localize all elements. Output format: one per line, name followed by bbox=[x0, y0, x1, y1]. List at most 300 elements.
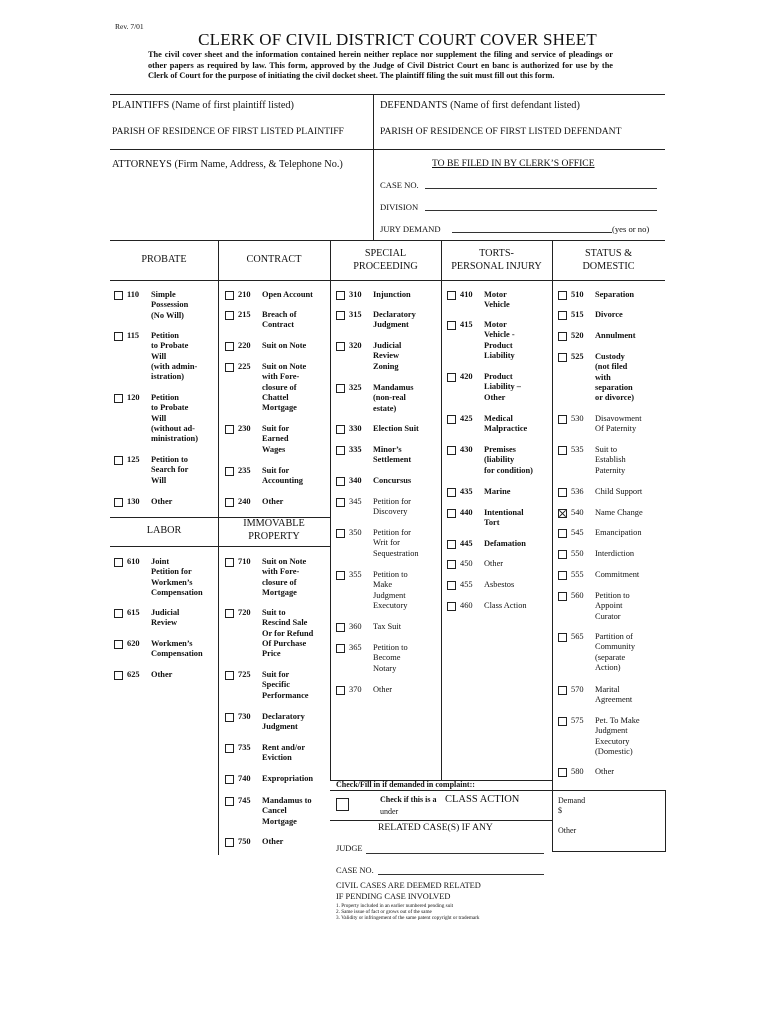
case-code: 420 bbox=[460, 372, 473, 381]
checkbox-615[interactable] bbox=[114, 609, 123, 618]
checkbox-115[interactable] bbox=[114, 332, 123, 341]
status-item-535[interactable] bbox=[558, 445, 626, 476]
special-item-320[interactable] bbox=[336, 341, 401, 372]
case-label: Other bbox=[262, 497, 284, 506]
case-code: 730 bbox=[238, 712, 251, 721]
checkbox-430[interactable] bbox=[447, 446, 456, 455]
special-item-340[interactable] bbox=[336, 476, 411, 486]
jury-demand-label: JURY DEMAND bbox=[380, 224, 441, 234]
checkbox-350[interactable] bbox=[336, 529, 345, 538]
checkbox-455[interactable] bbox=[447, 581, 456, 590]
labor-item-620[interactable] bbox=[114, 639, 203, 660]
case-label: Class Action bbox=[484, 601, 527, 610]
probate-item-125[interactable] bbox=[114, 455, 188, 486]
clerk-heading: TO BE FILED IN BY CLERK’S OFFICE bbox=[432, 158, 595, 169]
special-item-330[interactable] bbox=[336, 424, 419, 434]
col-labor: LABOR bbox=[146, 525, 182, 536]
checkbox-435[interactable] bbox=[447, 488, 456, 497]
case-code: 320 bbox=[349, 341, 362, 350]
case-code: 310 bbox=[349, 290, 362, 299]
demand-label: Demand bbox=[558, 796, 586, 805]
case-label: Other bbox=[484, 559, 504, 568]
case-label: Rent and/or Eviction bbox=[262, 743, 306, 763]
checkbox-220[interactable] bbox=[225, 342, 234, 351]
case-code: 115 bbox=[127, 331, 140, 340]
checkbox-570[interactable] bbox=[558, 686, 567, 695]
case-label: Partition of Community (separate Action) bbox=[595, 632, 636, 672]
case-code: 540 bbox=[571, 508, 584, 517]
case-code: 215 bbox=[238, 310, 251, 319]
case-label: Divorce bbox=[595, 310, 623, 319]
case-code: 355 bbox=[349, 570, 362, 579]
case-code: 335 bbox=[349, 445, 362, 454]
rule-column-headers bbox=[110, 280, 665, 281]
torts-item-450[interactable] bbox=[447, 559, 503, 569]
immovable-item-710[interactable] bbox=[225, 557, 306, 598]
case-label: Other bbox=[262, 837, 284, 846]
demand-dollar[interactable]: $ bbox=[558, 806, 562, 815]
rule-columns-top bbox=[110, 240, 665, 241]
status-item-545[interactable] bbox=[558, 528, 642, 538]
torts-item-425[interactable] bbox=[447, 414, 527, 435]
case-label: Motor Vehicle - Product Liability bbox=[484, 320, 515, 360]
case-label: Other bbox=[151, 670, 173, 679]
immovable-item-750[interactable] bbox=[225, 837, 283, 847]
checkbox-610[interactable] bbox=[114, 558, 123, 567]
case-label: Name Change bbox=[595, 508, 643, 517]
case-label: Custody (not filed with separation or divorce) bbox=[595, 352, 634, 403]
torts-item-430[interactable] bbox=[447, 445, 533, 476]
checkbox-320[interactable] bbox=[336, 342, 345, 351]
rule-demand-bottom bbox=[552, 851, 665, 852]
case-code: 555 bbox=[571, 570, 584, 579]
page-title: CLERK OF CIVIL DISTRICT COURT COVER SHEET bbox=[198, 30, 597, 49]
checkbox-230[interactable] bbox=[225, 425, 234, 434]
checkbox-725[interactable] bbox=[225, 671, 234, 680]
status-item-565[interactable] bbox=[558, 632, 635, 673]
case-label: Annulment bbox=[595, 331, 636, 340]
checkbox-575[interactable] bbox=[558, 717, 567, 726]
immovable-item-720[interactable] bbox=[225, 608, 313, 659]
case-label: Disavowment Of Paternity bbox=[595, 414, 642, 434]
intro-paragraph: The civil cover sheet and the information contained herein neither replace nor supplement the filing and service of pleadings or other papers as required by law. This form, approved by the Judge of Civil District Court en banc is authorized for use by the Clerk of Court for the purpose of initiating the civil docket sheet. The plaintiff filing the suit must fill out this form. bbox=[148, 50, 613, 80]
special-item-325[interactable] bbox=[336, 383, 414, 414]
case-code: 210 bbox=[238, 290, 251, 299]
checkbox-125[interactable] bbox=[114, 456, 123, 465]
case-label: Other bbox=[151, 497, 173, 506]
case-code: 130 bbox=[127, 497, 140, 506]
rule-parties-bottom bbox=[110, 149, 665, 150]
status-item-580[interactable] bbox=[558, 767, 614, 777]
case-code: 450 bbox=[460, 559, 473, 568]
checkbox-620[interactable] bbox=[114, 640, 123, 649]
status-item-560[interactable] bbox=[558, 591, 630, 622]
demand-other[interactable]: Other bbox=[558, 826, 577, 835]
case-label: Suit on Note with Fore- closure of Chattel Mortgage bbox=[262, 362, 307, 413]
status-item-536[interactable] bbox=[558, 487, 642, 497]
checkbox-710[interactable] bbox=[225, 558, 234, 567]
special-item-345[interactable] bbox=[336, 497, 411, 518]
rule-col-3 bbox=[441, 240, 442, 780]
status-item-515[interactable] bbox=[558, 310, 623, 320]
related-cases-heading: RELATED CASE(S) IF ANY bbox=[378, 822, 493, 833]
case-label: Interdiction bbox=[595, 549, 635, 558]
defendants-field[interactable]: DEFENDANTS (Name of first defendant listed) bbox=[380, 100, 580, 111]
case-code: 460 bbox=[460, 601, 473, 610]
case-code: 410 bbox=[460, 290, 473, 299]
case-label: Joint Petition for Workmen’s Compensation bbox=[151, 557, 203, 597]
pending-case-text: IF PENDING CASE INVOLVED bbox=[336, 892, 451, 901]
class-action-label: CLASS ACTION bbox=[445, 794, 520, 805]
division-line[interactable] bbox=[425, 210, 657, 211]
revision-label: Rev. 7/01 bbox=[115, 22, 144, 31]
attorneys-field[interactable]: ATTORNEYS (Firm Name, Address, & Telephone No.) bbox=[112, 159, 343, 170]
case-code: 120 bbox=[127, 393, 140, 402]
checkbox-310[interactable] bbox=[336, 291, 345, 300]
torts-item-460[interactable] bbox=[447, 601, 527, 611]
case-label: Breach of Contract bbox=[262, 310, 297, 330]
special-item-360[interactable] bbox=[336, 622, 401, 632]
probate-item-115[interactable] bbox=[114, 331, 197, 382]
rule-col-4 bbox=[552, 240, 553, 852]
case-label: Expropriation bbox=[262, 774, 314, 783]
status-item-555[interactable] bbox=[558, 570, 639, 580]
case-label: Tax Suit bbox=[373, 622, 402, 631]
immovable-item-725[interactable] bbox=[225, 670, 309, 701]
case-code: 625 bbox=[127, 670, 140, 679]
contract-item-225[interactable] bbox=[225, 362, 306, 413]
checkbox-370[interactable] bbox=[336, 686, 345, 695]
immovable-item-735[interactable] bbox=[225, 743, 305, 764]
checkbox-415[interactable] bbox=[447, 321, 456, 330]
checkbox-530[interactable] bbox=[558, 415, 567, 424]
probate-item-130[interactable] bbox=[114, 497, 172, 507]
case-label: Other bbox=[373, 685, 393, 694]
case-label: Election Suit bbox=[373, 424, 419, 433]
case-label: Petition for Writ for Sequestration bbox=[373, 528, 419, 558]
class-action-checkbox[interactable] bbox=[336, 798, 349, 811]
torts-item-440[interactable] bbox=[447, 508, 524, 529]
status-item-540[interactable] bbox=[558, 508, 643, 518]
checkbox-345[interactable] bbox=[336, 498, 345, 507]
class-action-prefix: Check if this is a bbox=[380, 795, 437, 804]
case-no-label: CASE NO. bbox=[380, 180, 419, 190]
checkbox-735[interactable] bbox=[225, 744, 234, 753]
rule-attorney-divider bbox=[373, 150, 374, 240]
case-label: Emancipation bbox=[595, 528, 642, 537]
case-label: Medical Malpractice bbox=[484, 414, 528, 434]
checkbox-460[interactable] bbox=[447, 602, 456, 611]
case-code: 240 bbox=[238, 497, 251, 506]
case-label: Injunction bbox=[373, 290, 411, 299]
case-code: 220 bbox=[238, 341, 251, 350]
status-item-520[interactable] bbox=[558, 331, 636, 341]
status-item-550[interactable] bbox=[558, 549, 634, 559]
checkbox-740[interactable] bbox=[225, 775, 234, 784]
torts-item-415[interactable] bbox=[447, 320, 515, 361]
col-probate: PROBATE bbox=[141, 254, 187, 265]
case-label: Premises (liability for condition) bbox=[484, 445, 533, 475]
contract-item-235[interactable] bbox=[225, 466, 303, 487]
case-label: Pet. To Make Judgment Executory (Domestic) bbox=[595, 716, 640, 756]
probate-item-120[interactable] bbox=[114, 393, 198, 444]
case-code: 340 bbox=[349, 476, 362, 485]
case-label: Commitment bbox=[595, 570, 640, 579]
case-code: 110 bbox=[127, 290, 140, 299]
parish-plaintiff-field[interactable]: PARISH OF RESIDENCE OF FIRST LISTED PLAINTIFF bbox=[112, 126, 344, 137]
immovable-item-740[interactable] bbox=[225, 774, 313, 784]
status-item-525[interactable] bbox=[558, 352, 634, 403]
case-code: 415 bbox=[460, 320, 473, 329]
plaintiffs-field[interactable]: PLAINTIFFS (Name of first plaintiff listed) bbox=[112, 100, 294, 111]
case-label: Petition to Search for Will bbox=[151, 455, 189, 485]
case-code: 520 bbox=[571, 331, 584, 340]
special-item-315[interactable] bbox=[336, 310, 416, 331]
judge-line[interactable] bbox=[366, 853, 544, 854]
checkbox-750[interactable] bbox=[225, 838, 234, 847]
related-rule-2: 2. Same issue of fact or grows out of the same bbox=[336, 909, 432, 915]
case-code: 425 bbox=[460, 414, 473, 423]
checkbox-545[interactable] bbox=[558, 529, 567, 538]
parish-defendant-field[interactable]: PARISH OF RESIDENCE OF FIRST LISTED DEFENDANT bbox=[380, 126, 622, 137]
checkbox-536[interactable] bbox=[558, 488, 567, 497]
case-label: Suit for Specific Performance bbox=[262, 670, 309, 700]
case-label: Suit to Establish Paternity bbox=[595, 445, 626, 475]
immovable-item-730[interactable] bbox=[225, 712, 305, 733]
checkbox-315[interactable] bbox=[336, 311, 345, 320]
case-label: Separation bbox=[595, 290, 635, 299]
torts-item-410[interactable] bbox=[447, 290, 510, 311]
status-item-530[interactable] bbox=[558, 414, 642, 435]
checkbox-445[interactable] bbox=[447, 540, 456, 549]
case-code: 740 bbox=[238, 774, 251, 783]
case-label: Intentional Tort bbox=[484, 508, 524, 528]
case-code: 560 bbox=[571, 591, 584, 600]
case-code: 610 bbox=[127, 557, 140, 566]
case-label: Suit to Rescind Sale Or for Refund Of Purchase Price bbox=[262, 608, 314, 659]
rule-col-1 bbox=[218, 240, 219, 855]
checkbox-225[interactable] bbox=[225, 363, 234, 372]
case-label: Asbestos bbox=[484, 580, 515, 589]
probate-item-110[interactable] bbox=[114, 290, 188, 321]
case-label: Mandamus (non-real estate) bbox=[373, 383, 414, 413]
case-code: 125 bbox=[127, 455, 140, 464]
checkbox-625[interactable] bbox=[114, 671, 123, 680]
checkbox-335[interactable] bbox=[336, 446, 345, 455]
case-code: 510 bbox=[571, 290, 584, 299]
related-rule-3: 3. Validity or infringement of the same patent copyright or trademark bbox=[336, 915, 480, 921]
related-case-no-line[interactable] bbox=[378, 874, 544, 875]
case-code: 225 bbox=[238, 362, 251, 371]
special-item-350[interactable] bbox=[336, 528, 419, 559]
checkbox-235[interactable] bbox=[225, 467, 234, 476]
case-label: Petition to Make Judgment Executory bbox=[373, 570, 408, 610]
checkbox-355[interactable] bbox=[336, 571, 345, 580]
checkbox-510[interactable] bbox=[558, 291, 567, 300]
checkbox-360[interactable] bbox=[336, 623, 345, 632]
case-code: 515 bbox=[571, 310, 584, 319]
case-label: Marital Agreement bbox=[595, 685, 633, 705]
checkbox-325[interactable] bbox=[336, 384, 345, 393]
contract-item-215[interactable] bbox=[225, 310, 297, 331]
case-code: 580 bbox=[571, 767, 584, 776]
case-code: 710 bbox=[238, 557, 251, 566]
checkbox-130[interactable] bbox=[114, 498, 123, 507]
checkbox-215[interactable] bbox=[225, 311, 234, 320]
torts-item-435[interactable] bbox=[447, 487, 511, 497]
case-no-line[interactable] bbox=[425, 188, 657, 189]
case-label: Suit for Accounting bbox=[262, 466, 303, 486]
case-code: 720 bbox=[238, 608, 251, 617]
case-code: 350 bbox=[349, 528, 362, 537]
case-code: 435 bbox=[460, 487, 473, 496]
checkbox-565[interactable] bbox=[558, 633, 567, 642]
case-code: 235 bbox=[238, 466, 251, 475]
case-code: 615 bbox=[127, 608, 140, 617]
case-label: Defamation bbox=[484, 539, 526, 548]
col-special-proceeding: SPECIAL PROCEEDING bbox=[353, 248, 418, 272]
checkbox-340[interactable] bbox=[336, 477, 345, 486]
special-item-310[interactable] bbox=[336, 290, 411, 300]
labor-item-625[interactable] bbox=[114, 670, 172, 680]
rule-labor-bottom bbox=[110, 546, 330, 547]
case-label: Judicial Review bbox=[151, 608, 180, 628]
special-item-365[interactable] bbox=[336, 643, 408, 674]
checkbox-730[interactable] bbox=[225, 713, 234, 722]
immovable-item-745[interactable] bbox=[225, 796, 312, 827]
special-item-370[interactable] bbox=[336, 685, 392, 695]
case-code: 230 bbox=[238, 424, 251, 433]
checkbox-580[interactable] bbox=[558, 768, 567, 777]
case-code: 430 bbox=[460, 445, 473, 454]
division-label: DIVISION bbox=[380, 202, 419, 212]
checkbox-410[interactable] bbox=[447, 291, 456, 300]
rule-top bbox=[110, 94, 665, 95]
case-label: Other bbox=[595, 767, 615, 776]
case-code: 330 bbox=[349, 424, 362, 433]
checkbox-110[interactable] bbox=[114, 291, 123, 300]
case-code: 455 bbox=[460, 580, 473, 589]
case-label: Mandamus to Cancel Mortgage bbox=[262, 796, 312, 826]
labor-item-615[interactable] bbox=[114, 608, 179, 629]
torts-item-420[interactable] bbox=[447, 372, 521, 403]
contract-item-240[interactable] bbox=[225, 497, 283, 507]
case-label: Petition for Discovery bbox=[373, 497, 411, 517]
col-status-domestic: STATUS & DOMESTIC bbox=[582, 248, 635, 272]
judge-label: JUDGE bbox=[336, 844, 363, 853]
checkbox-330[interactable] bbox=[336, 425, 345, 434]
rule-related-top bbox=[330, 820, 552, 821]
case-code: 325 bbox=[349, 383, 362, 392]
torts-item-445[interactable] bbox=[447, 539, 526, 549]
case-label: Petition to Probate Will (without ad- ministration) bbox=[151, 393, 198, 444]
case-label: Marine bbox=[484, 487, 511, 496]
contract-item-220[interactable] bbox=[225, 341, 306, 351]
contract-item-210[interactable] bbox=[225, 290, 313, 300]
case-code: 536 bbox=[571, 487, 584, 496]
labor-item-610[interactable] bbox=[114, 557, 203, 598]
case-code: 550 bbox=[571, 549, 584, 558]
checkbox-120[interactable] bbox=[114, 394, 123, 403]
checkbox-720[interactable] bbox=[225, 609, 234, 618]
torts-item-455[interactable] bbox=[447, 580, 514, 590]
case-code: 370 bbox=[349, 685, 362, 694]
checkbox-555[interactable] bbox=[558, 571, 567, 580]
col-immovable-property: IMMOVABLE PROPERTY bbox=[243, 518, 305, 542]
checkbox-450[interactable] bbox=[447, 560, 456, 569]
case-code: 525 bbox=[571, 352, 584, 361]
under-label: under bbox=[380, 807, 399, 816]
related-rule-1: 1. Property included in an earlier numbered pending suit bbox=[336, 903, 454, 909]
case-code: 365 bbox=[349, 643, 362, 652]
checkbox-550[interactable] bbox=[558, 550, 567, 559]
case-code: 735 bbox=[238, 743, 251, 752]
rule-parties-divider bbox=[373, 94, 374, 149]
case-label: Suit for Earned Wages bbox=[262, 424, 290, 454]
status-item-510[interactable] bbox=[558, 290, 634, 300]
case-label: Judicial Review Zoning bbox=[373, 341, 402, 371]
case-code: 620 bbox=[127, 639, 140, 648]
rule-complaint-heading bbox=[330, 790, 665, 791]
checkbox-515[interactable] bbox=[558, 311, 567, 320]
case-label: Product Liability – Other bbox=[484, 372, 521, 402]
case-label: Suit on Note with Fore- closure of Mortgage bbox=[262, 557, 307, 597]
checkbox-540[interactable] bbox=[558, 509, 567, 518]
checkbox-535[interactable] bbox=[558, 446, 567, 455]
status-item-570[interactable] bbox=[558, 685, 632, 706]
case-label: Open Account bbox=[262, 290, 313, 299]
case-label: Declaratory Judgment bbox=[373, 310, 416, 330]
contract-item-230[interactable] bbox=[225, 424, 289, 455]
case-code: 360 bbox=[349, 622, 362, 631]
special-item-335[interactable] bbox=[336, 445, 411, 466]
checkbox-425[interactable] bbox=[447, 415, 456, 424]
case-code: 725 bbox=[238, 670, 251, 679]
special-item-355[interactable] bbox=[336, 570, 408, 611]
checkbox-440[interactable] bbox=[447, 509, 456, 518]
case-label: Motor Vehicle bbox=[484, 290, 510, 310]
checkbox-560[interactable] bbox=[558, 592, 567, 601]
checkbox-420[interactable] bbox=[447, 373, 456, 382]
case-label: Suit on Note bbox=[262, 341, 307, 350]
case-label: Simple Possession (No Will) bbox=[151, 290, 189, 320]
case-code: 750 bbox=[238, 837, 251, 846]
yes-or-no-label: (yes or no) bbox=[612, 224, 650, 234]
checkbox-525[interactable] bbox=[558, 353, 567, 362]
checkbox-745[interactable] bbox=[225, 797, 234, 806]
col-torts: TORTS- PERSONAL INJURY bbox=[451, 248, 542, 272]
case-label: Minor’s Settlement bbox=[373, 445, 412, 465]
case-code: 565 bbox=[571, 632, 584, 641]
checkbox-365[interactable] bbox=[336, 644, 345, 653]
rule-col-2 bbox=[330, 240, 331, 780]
case-label: Petition to Probate Will (with admin- istration) bbox=[151, 331, 198, 382]
complaint-heading: Check/Fill in if demanded in complaint:: bbox=[336, 780, 475, 789]
checkbox-210[interactable] bbox=[225, 291, 234, 300]
case-code: 530 bbox=[571, 414, 584, 423]
checkbox-240[interactable] bbox=[225, 498, 234, 507]
status-item-575[interactable] bbox=[558, 716, 640, 757]
case-label: Declaratory Judgment bbox=[262, 712, 305, 732]
checkbox-520[interactable] bbox=[558, 332, 567, 341]
deemed-related-text: CIVIL CASES ARE DEEMED RELATED bbox=[336, 881, 481, 890]
jury-demand-line[interactable] bbox=[452, 232, 612, 233]
case-label: Workmen’s Compensation bbox=[151, 639, 203, 659]
case-label: Concursus bbox=[373, 476, 412, 485]
case-code: 445 bbox=[460, 539, 473, 548]
case-code: 440 bbox=[460, 508, 473, 517]
case-code: 345 bbox=[349, 497, 362, 506]
